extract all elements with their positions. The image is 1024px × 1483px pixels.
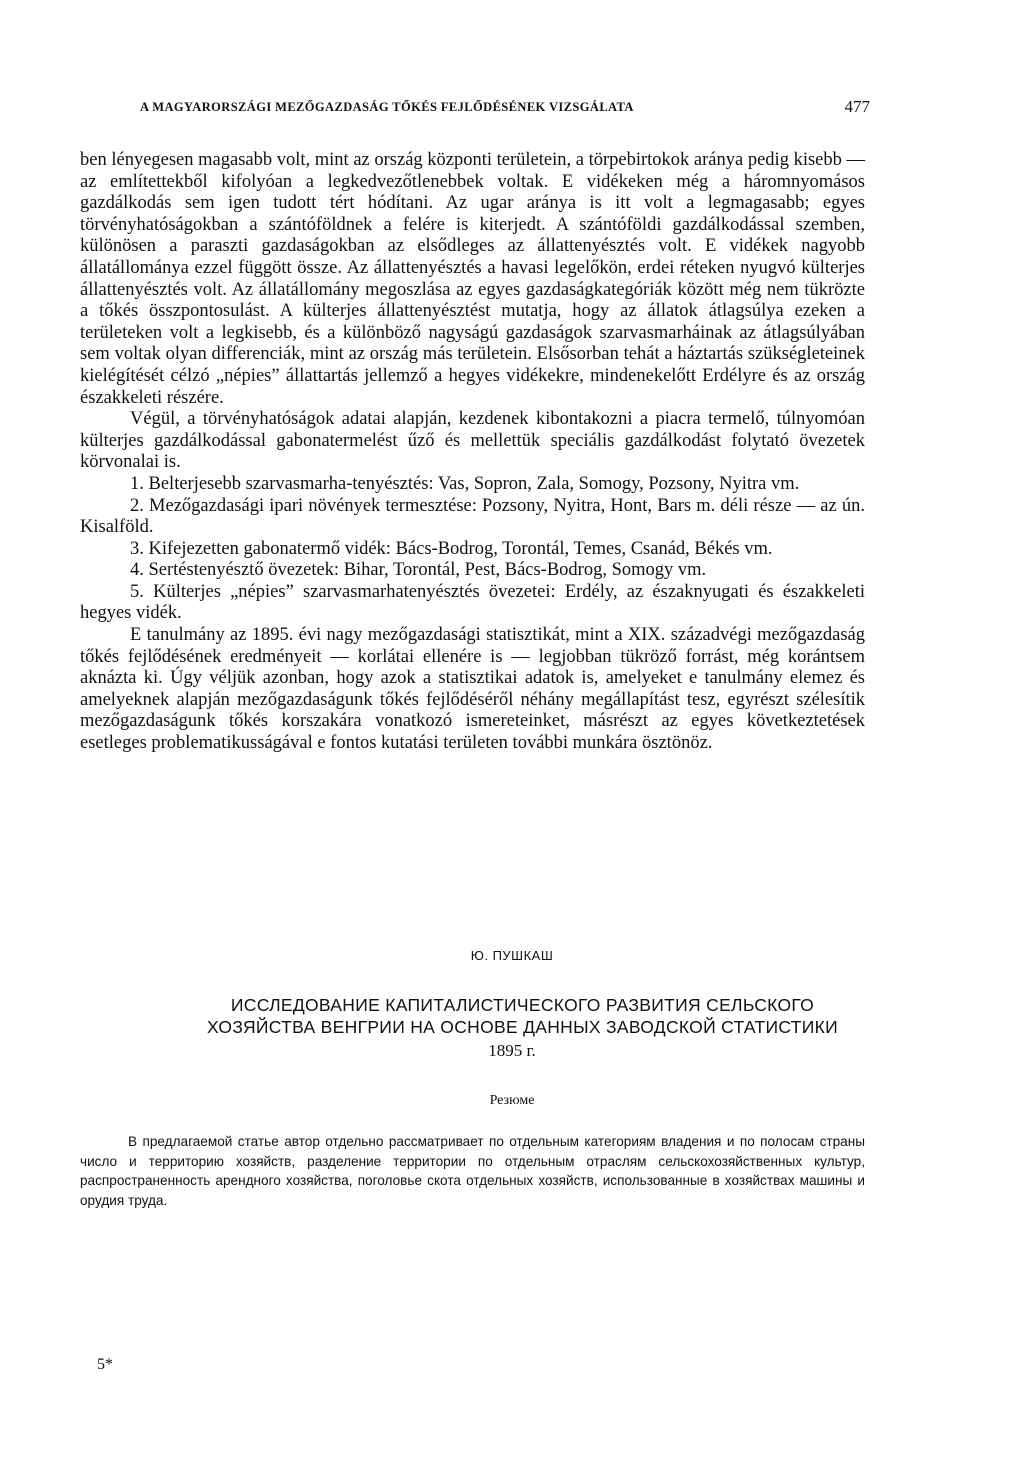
body-paragraph: E tanulmány az 1895. évi nagy mezőgazdasági statisztikát, mint a XIX. századvégi mezőgazdaság tőkés fejlődésének eredményeit — korlátai ellenére is — legjobban tükröző forrást, még korántsem aknázta ki. Úgy véljük azonban, hogy azok a statisztikai adatok is, amelyeket e tanulmány elemez és amelyeknek alapján mezőgazdaságunk tőkés fejlődéséről néhány megállapítást tesz, egyrészt szélesítik mezőgazdaságunk tőkés korszakára vonatkozó ismereteinket, másrészt az egyes következtetések esetleges problematikusságával e fontos kutatási területen további munkára ösztönöz. bbox=[80, 625, 865, 754]
summary-heading: Резюме bbox=[489, 1093, 535, 1108]
body-paragraph: ben lényegesen magasabb volt, mint az ország központi területein, a törpebirtokok aránya pedig kisebb — az említettekből kifolyóan a legkedvezőtlenebbek voltak. E vidékeken még a háromnyomásos gazdálkodás sem igen tudott tért hódítani. Az ugar aránya is itt volt a legmagasabb; egyes törvényhatóságokban a szántóföldnek a felére is kiterjedt. A szántóföldi gazdálkodással szemben, különösen a paraszti gazdaságokban az elsődleges az állattenyésztés volt. E vidékek nagyobb állatállománya ezzel függött össze. Az állattenyésztés a havasi legelőkön, erdei réteken nyugvó külterjes állattenyésztés volt. Az állatállomány megoszlása az egyes gazdaságkategóriák között még nem tükrözte a tőkés összpontosulást. A külterjes állattenyésztést mutatja, hogy az állatok átlagsúlya ezeken a területeken volt a legkisebb, és a különböző nagyságú gazdaságok szarvasmarháinak az átlagsúlyában sem voltak olyan differenciák, mint az ország más területein. Elsősorban tehát a háztartás szükségleteinek kielégítését célzó „népies” állattartás jellemző a hegyes vidékekre, mindenekelőtt Erdélyre és az ország északkeleti részére. bbox=[80, 150, 865, 408]
list-item: 2. Mezőgazdasági ipari növények termesztése: Pozsony, Nyitra, Hont, Bars m. déli része — az ún. Kisalföld. bbox=[80, 495, 865, 538]
list-item: 3. Kifejezetten gabonatermő vidék: Bács-Bodrog, Torontál, Temes, Csanád, Békés vm. bbox=[130, 538, 773, 559]
summary-paragraph: В предлагаемой статье автор отдельно рассматривает по отдельным категориям владения и по полосам страны число и территорию хозяйств, разделение территории по отдельным отраслям сельскохозяйственных культур, распространенность арендного хозяйства, поголовье скота отдельных хозяйств, использованные в хозяйствах машины и орудия труда. bbox=[80, 1134, 865, 1208]
page-number: 477 bbox=[844, 97, 870, 116]
list-item: 4. Sertéstenyésztő övezetek: Bihar, Torontál, Pest, Bács-Bodrog, Somogy vm. bbox=[130, 560, 707, 581]
body-text bbox=[80, 150, 865, 755]
summary-title-line: ХОЗЯЙСТВА ВЕНГРИИ НА ОСНОВЕ ДАННЫХ ЗАВОДСКОЙ СТАТИСТИКИ bbox=[207, 1017, 838, 1037]
summary-author: Ю. ПУШКАШ bbox=[470, 948, 554, 963]
summary-title-line: ИССЛЕДОВАНИЕ КАПИТАЛИСТИЧЕСКОГО РАЗВИТИЯ СЕЛЬСКОГО bbox=[230, 995, 815, 1015]
list-item: 5. Külterjes „népies” szarvasmarhatenyésztés övezetei: Erdély, az északnyugati és északkeleti hegyes vidék. bbox=[80, 581, 865, 624]
list-item: 1. Belterjesebb szarvasmarha-tenyésztés: Vas, Sopron, Zala, Somogy, Pozsony, Nyitra vm. bbox=[130, 473, 800, 494]
body-paragraph: Végül, a törvényhatóságok adatai alapján, kezdenek kibontakozni a piacra termelő, túlnyomóan külterjes gazdálkodással gabonatermelést űző és mellettük speciális gazdálkodást folytató övezetek körvonalai is. bbox=[80, 409, 865, 473]
summary-title bbox=[100, 994, 945, 1038]
summary-year: 1895 г. bbox=[488, 1041, 536, 1060]
summary-text bbox=[80, 1132, 865, 1210]
running-title: A MAGYARORSZÁGI MEZŐGAZDASÁG TŐKÉS FEJLŐDÉSÉNEK VIZSGÁLATA bbox=[140, 100, 634, 114]
signature-mark: 5* bbox=[97, 1356, 113, 1373]
